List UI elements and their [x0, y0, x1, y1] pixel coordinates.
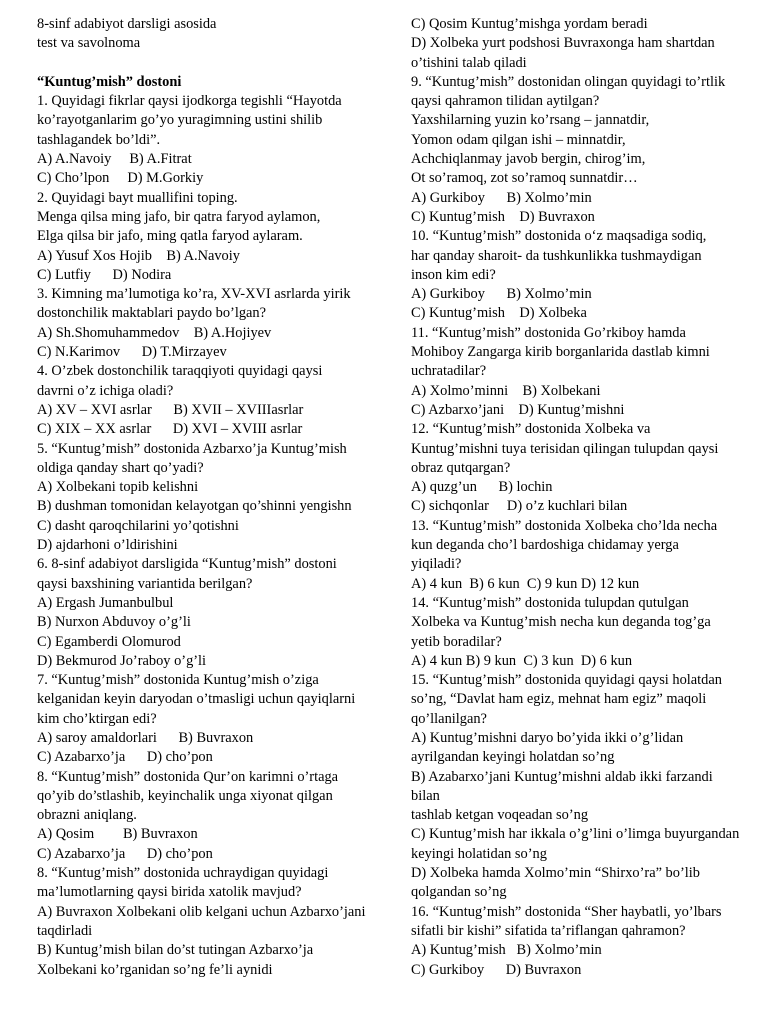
text-line: 12. “Kuntug’mish” dostonida Xolbeka va — [411, 421, 651, 438]
text-line: test va savolnoma — [37, 35, 141, 52]
text-line: qo’llanilgan? — [411, 710, 487, 727]
text-line: yiqiladi? — [411, 556, 462, 573]
text-line: 7. “Kuntug’mish” dostonida Kuntug’mish o’ziga — [37, 672, 319, 689]
text-line: 2. Quyidagi bayt muallifini toping. — [37, 189, 238, 206]
text-line: C) dasht qaroqchilarini yo’qotishni — [37, 517, 239, 534]
text-line: C) Lutfiy D) Nodira — [37, 266, 172, 283]
text-line: C) sichqonlar D) o’z kuchlari bilan — [411, 498, 628, 515]
text-line: A) quzg’un B) lochin — [411, 479, 553, 496]
right-column — [411, 15, 768, 980]
text-line: ma’lumotlarning qaysi birida xatolik mavjud? — [37, 884, 302, 901]
text-line: A) Xolbekani topib kelishni — [37, 479, 199, 496]
text-line: uchratadilar? — [411, 363, 487, 380]
text-line: C) Azabarxo’ja D) cho’pon — [37, 845, 213, 862]
text-line: obraz qutqargan? — [411, 459, 511, 476]
text-line: Achchiqlanmay javob bergin, chirog’im, — [411, 151, 646, 168]
text-line: Mohiboy Zangarga kirib borganlarida dastlab kimni — [411, 344, 710, 361]
text-line: A) XV – XVI asrlar B) XVII – XVIIIasrlar — [37, 401, 304, 418]
text-line: D) ajdarhoni o’ldirishini — [37, 537, 178, 554]
text-line: Menga qilsa ming jafo, bir qatra faryod aylamon, — [37, 208, 321, 225]
text-line: C) Qosim Kuntug’mishga yordam beradi — [411, 16, 648, 32]
text-line: davrni o’z ichiga oladi? — [37, 382, 174, 399]
text-line: yetib boradilar? — [411, 633, 502, 650]
text-line: A) Kuntug’mish B) Xolmo’min — [411, 942, 602, 959]
text-line: 14. “Kuntug’mish” dostonida tulupdan qutulgan — [411, 594, 689, 611]
text-line: Xolbekani ko’rganidan so’ng fe’li aynidi — [37, 961, 273, 978]
text-line: Yaxshilarning yuzin ko’rsang – jannatdir, — [411, 112, 650, 129]
text-line: 5. “Kuntug’mish” dostonida Azbarxo’ja Kuntug’mish — [37, 440, 347, 457]
text-line: C) Azbarxo’jani D) Kuntug’mishni — [411, 401, 625, 418]
text-line: A) Gurkiboy B) Xolmo’min — [411, 286, 592, 303]
text-line: A) Qosim B) Buvraxon — [37, 826, 198, 843]
text-line: kim cho’ktirgan edi? — [37, 710, 157, 727]
text-line: sifatli bir kishi” sifatida ta’riflangan qahramon? — [411, 922, 686, 939]
text-line: A) Sh.Shomuhammedov B) A.Hojiyev — [37, 324, 272, 341]
text-line: C) Kuntug’mish har ikkala o’g’lini o’limga buyurgandan — [411, 826, 740, 843]
text-line: “Kuntug’mish” dostoni — [37, 73, 182, 90]
text-line: qolgandan so’ng — [411, 884, 507, 901]
text-line: B) dushman tomonidan kelayotgan qo’shinni yengishn — [37, 498, 352, 515]
text-line: 3. Kimning ma’lumotiga ko’ra, XV-XVI asrlarda yirik — [37, 286, 351, 303]
text-line: C) Egamberdi Olomurod — [37, 633, 181, 650]
text-line: Elga qilsa bir jafo, ming qatla faryod aylaram. — [37, 228, 303, 245]
text-line: A) 4 kun B) 9 kun C) 3 kun D) 6 kun — [411, 652, 633, 669]
text-line: qaysi qahramon tilidan aytilgan? — [411, 93, 600, 110]
text-line: C) Cho’lpon D) M.Gorkiy — [37, 170, 204, 187]
text-line: A) Ergash Jumanbulbul — [37, 594, 174, 611]
text-line: 8. “Kuntug’mish” dostonida uchraydigan quyidagi — [37, 865, 329, 882]
text-line: o’tishini talab qiladi — [411, 54, 527, 71]
left-column — [37, 15, 395, 980]
text-line: 11. “Kuntug’mish” dostonida Go’rkiboy hamda — [411, 324, 686, 341]
text-line: D) Bekmurod Jo’raboy o’g’li — [37, 652, 207, 669]
text-line: A) A.Navoiy B) A.Fitrat — [37, 151, 192, 168]
text-line: kun deganda cho’l bardoshiga chidamay yerga — [411, 537, 679, 554]
text-line: 8. “Kuntug’mish” dostonida Qur’on karimni o’rtaga — [37, 768, 339, 785]
text-line: B) Azabarxo’jani Kuntug’mishni aldab ikki farzandi — [411, 768, 713, 785]
text-line: A) Gurkiboy B) Xolmo’min — [411, 189, 592, 206]
text-line: Ot so’ramoq, zot so’ramoq sunnatdir… — [411, 170, 638, 187]
text-line: A) Buvraxon Xolbekani olib kelgani uchun Azbarxo’jani — [37, 903, 366, 920]
text-line: A) Xolmo’minni B) Xolbekani — [411, 382, 601, 399]
text-line: D) Xolbeka hamda Xolmo’min “Shirxo’ra” bo’lib — [411, 865, 700, 882]
text-line: A) saroy amaldorlari B) Buvraxon — [37, 729, 254, 746]
text-line: keyingi holatidan so’ng — [411, 845, 547, 862]
text-line: kelganidan keyin daryodan o’tmasligi uchun qayiqlarni — [37, 691, 356, 708]
text-line: Kuntug’mishni tuya terisidan qilingan tulupdan qaysi — [411, 440, 719, 457]
text-line: C) XIX – XX asrlar D) XVI – XVIII asrlar — [37, 421, 303, 438]
text-line: taqdirladi — [37, 922, 93, 939]
text-line: so’ng, “Davlat ham egiz, mehnat ham egiz” maqoli — [411, 691, 707, 708]
text-line: 15. “Kuntug’mish” dostonida quyidagi qaysi holatdan — [411, 672, 722, 689]
text-line: Xolbeka va Kuntug’mish necha kun deganda tog’ga — [411, 614, 711, 631]
text-line: C) Azabarxo’ja D) cho’pon — [37, 749, 213, 766]
text-line: Yomon odam qilgan ishi – minnatdir, — [411, 131, 626, 148]
text-line: 4. O’zbek dostonchilik taraqqiyoti quyidagi qaysi — [37, 363, 323, 380]
text-line: ayrilgandan keyingi holatdan so’ng — [411, 749, 615, 766]
text-line: C) Kuntug’mish D) Xolbeka — [411, 305, 587, 322]
text-line: qaysi baxshining variantida berilgan? — [37, 575, 253, 592]
text-line: 6. 8-sinf adabiyot darsligida “Kuntug’mish” dostoni — [37, 556, 337, 573]
text-line — [37, 54, 395, 73]
text-line: 1. Quyidagi fikrlar qaysi ijodkorga tegishli “Hayotda — [37, 93, 342, 110]
text-line: A) Kuntug’mishni daryo bo’yida ikki o’g’lidan — [411, 729, 684, 746]
text-line: bilan — [411, 787, 440, 804]
text-line: A) 4 kun B) 6 kun C) 9 kun D) 12 kun — [411, 575, 640, 592]
text-line: 10. “Kuntug’mish” dostonida o‘z maqsadiga sodiq, — [411, 228, 707, 245]
text-line: 16. “Kuntug’mish” dostonida “Sher haybatli, yo’lbars — [411, 903, 722, 920]
text-line: 8-sinf adabiyot darsligi asosida — [37, 16, 217, 32]
text-line: 13. “Kuntug’mish” dostonida Xolbeka cho’lda necha — [411, 517, 718, 534]
text-line: oldiga qanday shart qo’yadi? — [37, 459, 204, 476]
text-line: har qanday sharoit- da tushkunlikka tushmaydigan — [411, 247, 702, 264]
text-line: B) Kuntug’mish bilan do’st tutingan Azbarxo’ja — [37, 942, 314, 959]
text-line: C) Gurkiboy D) Buvraxon — [411, 961, 582, 978]
text-line: 9. “Kuntug’mish” dostonidan olingan quyidagi to’rtlik — [411, 73, 726, 90]
text-line: ko’rayotganlarim go’yo yuragimning ustini shilib — [37, 112, 323, 129]
text-line: tashlagandek bo’ldi”. — [37, 131, 161, 148]
text-line: qo’yib do’stlashib, keyinchalik unga xiyonat qilgan — [37, 787, 333, 804]
text-line: C) Kuntug’mish D) Buvraxon — [411, 208, 595, 225]
text-line: A) Yusuf Xos Hojib B) A.Navoiy — [37, 247, 240, 264]
text-line: D) Xolbeka yurt podshosi Buvraxonga ham shartdan — [411, 35, 715, 52]
text-line: tashlab ketgan voqeadan so’ng — [411, 807, 589, 824]
text-line: C) N.Karimov D) T.Mirzayev — [37, 344, 227, 361]
text-line: obrazni aniqlang. — [37, 807, 137, 824]
text-line: B) Nurxon Abduvoy o’g’li — [37, 614, 191, 631]
text-line: inson kim edi? — [411, 266, 496, 283]
text-line: dostonchilik maktablari paydo bo’lgan? — [37, 305, 266, 322]
